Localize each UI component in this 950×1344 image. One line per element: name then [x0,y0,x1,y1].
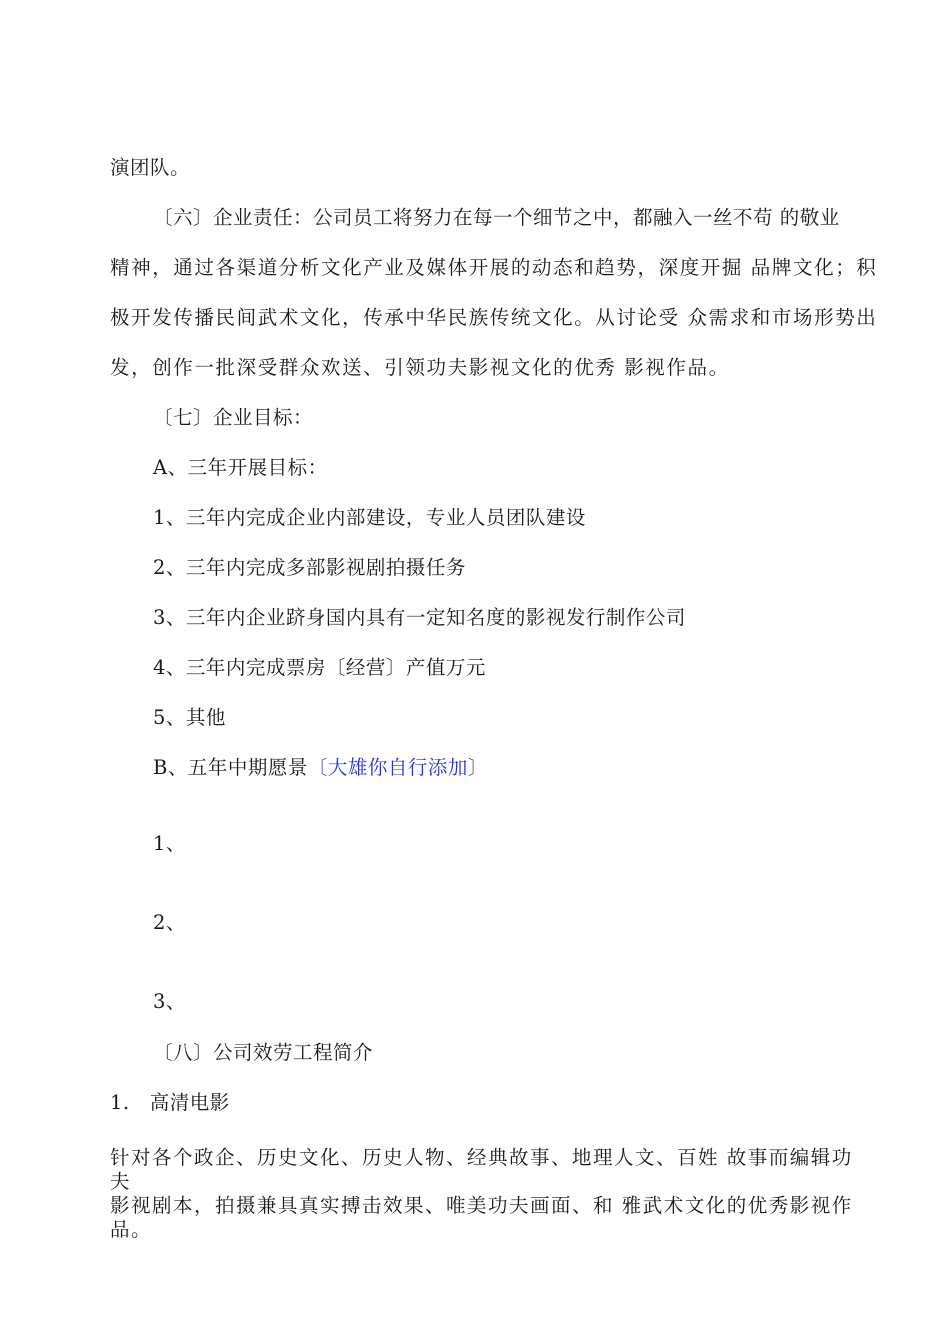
responsibility-line-3: 极开发传播民间武术文化，传承中华民族传统文化。从讨论受 众需求和市场形势出 [110,306,878,329]
service-1-line-2: 影视剧本，拍摄兼具真实搏击效果、唯美功夫画面、和 雅武术文化的优秀影视作 [110,1194,853,1217]
service-1-line-1: 针对各个政企、历史文化、历史人物、经典故事、地理人文、百姓 故事而编辑功夫 [110,1146,853,1193]
five-year-item-1: 1、 [153,832,186,855]
service-1-title: 1. 高清电影 [110,1091,230,1114]
three-year-item-2: 2、三年内完成多部影视剧拍摄任务 [153,556,466,579]
three-year-item-5: 5、其他 [153,706,226,729]
three-year-item-3: 3、三年内企业跻身国内具有一定知名度的影视发行制作公司 [153,606,686,629]
responsibility-line-2: 精神，通过各渠道分析文化产业及媒体开展的动态和趋势，深度开掘 品牌文化；积 [110,256,878,279]
services-heading: 〔八〕公司效劳工程简介 [153,1041,374,1064]
intro-tail-text: 演团队。 [110,156,191,179]
five-year-heading-row [153,756,488,780]
goals-heading: 〔七〕企业目标： [153,406,314,429]
three-year-heading: A、三年开展目标： [153,456,328,479]
five-year-item-2: 2、 [153,911,186,934]
five-year-heading: B、五年中期愿景 [153,756,308,779]
responsibility-line-4: 发，创作一批深受群众欢送、引领功夫影视文化的优秀 影视作品。 [110,356,730,379]
responsibility-line-1: 〔六〕企业责任：公司员工将努力在每一个细节之中，都融入一丝不苟 的敬业 [153,206,840,229]
service-1-description [110,1146,862,1242]
five-year-item-3: 3、 [153,990,186,1013]
service-1-line-3: 品。 [110,1218,153,1241]
five-year-note: 〔大雄你自行添加〕 [307,756,488,779]
three-year-item-1: 1、三年内完成企业内部建设，专业人员团队建设 [153,506,586,529]
three-year-item-4: 4、三年内完成票房〔经营〕产值万元 [153,656,486,679]
